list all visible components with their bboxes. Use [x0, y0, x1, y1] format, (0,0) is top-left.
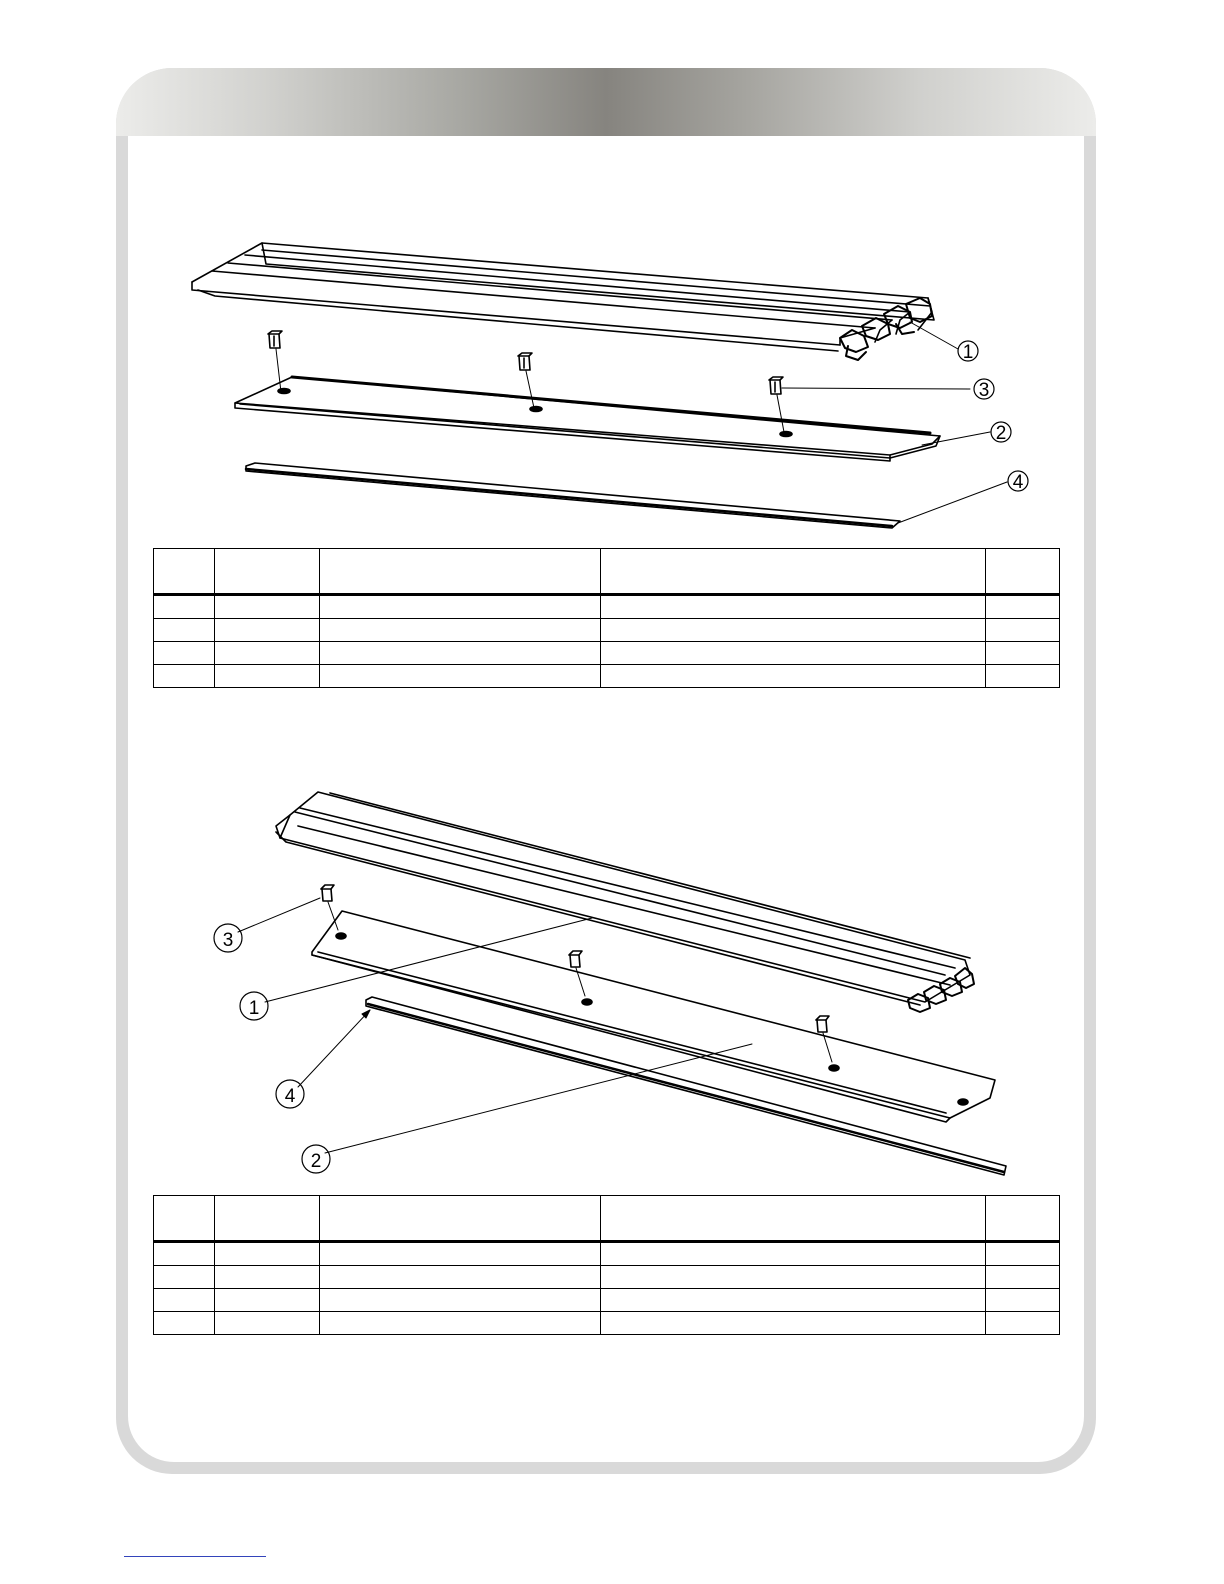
table-cell: [986, 619, 1060, 642]
table-cell: [154, 1312, 215, 1335]
table-cell: [154, 595, 215, 619]
table-cell: [601, 665, 986, 688]
table-cell: [154, 665, 215, 688]
top-figure: [192, 243, 1028, 528]
bottom-callout-3: 3: [222, 930, 234, 951]
table-cell: [320, 595, 601, 619]
bottom-callout-2: 2: [310, 1151, 322, 1172]
bottom-callout-4: 4: [284, 1086, 296, 1107]
table-cell: [320, 1312, 601, 1335]
table-cell: [154, 1289, 215, 1312]
table-cell: [154, 1266, 215, 1289]
table-cell: [320, 1289, 601, 1312]
table-cell: [215, 665, 320, 688]
table-cell: [320, 642, 601, 665]
col-header: [215, 1196, 320, 1242]
table-header-row: [154, 549, 1060, 595]
table-cell: [601, 1312, 986, 1335]
table-row: [154, 1266, 1060, 1289]
table-cell: [215, 595, 320, 619]
bottom-part-1-profile: [276, 792, 974, 1012]
top-callout-1: 1: [962, 342, 974, 363]
table-cell: [986, 642, 1060, 665]
table-cell: [986, 1242, 1060, 1266]
table-cell: [986, 1289, 1060, 1312]
table-row: [154, 665, 1060, 688]
table-cell: [601, 1266, 986, 1289]
table-row: [154, 619, 1060, 642]
top-callout-4: 4: [1012, 472, 1024, 493]
top-part-4-strip: [246, 463, 900, 528]
bottom-callout-1: 1: [248, 998, 260, 1019]
table-cell: [215, 1289, 320, 1312]
table-cell: [986, 665, 1060, 688]
table-cell: [320, 665, 601, 688]
footer-link-underline: [124, 1556, 266, 1557]
table-cell: [601, 642, 986, 665]
bottom-part-4-strip: [366, 997, 1006, 1175]
col-header: [215, 549, 320, 595]
table-cell: [601, 1242, 986, 1266]
table-cell: [601, 619, 986, 642]
table-cell: [154, 1242, 215, 1266]
col-header: [154, 1196, 215, 1242]
table-row: [154, 595, 1060, 619]
col-header: [320, 1196, 601, 1242]
table-cell: [154, 642, 215, 665]
table-header-row: [154, 1196, 1060, 1242]
bottom-part-3-inserts: [321, 885, 832, 1062]
table-cell: [215, 1242, 320, 1266]
table-cell: [154, 619, 215, 642]
top-callout-2: 2: [995, 423, 1007, 444]
table-cell: [986, 595, 1060, 619]
table-cell: [320, 619, 601, 642]
col-header: [986, 549, 1060, 595]
table-cell: [986, 1312, 1060, 1335]
table-row: [154, 642, 1060, 665]
table-cell: [986, 1266, 1060, 1289]
top-callout-circles: [958, 341, 1028, 491]
top-part-1-profile: [192, 243, 934, 360]
col-header: [986, 1196, 1060, 1242]
table-cell: [215, 619, 320, 642]
col-header: [154, 549, 215, 595]
bottom-leader-lines: [238, 898, 752, 1153]
table-row: [154, 1312, 1060, 1335]
parts-table-top: [153, 548, 1060, 688]
top-part-2-strip: [235, 377, 940, 461]
table-cell: [215, 1312, 320, 1335]
table-cell: [601, 595, 986, 619]
table-cell: [215, 1266, 320, 1289]
table-cell: [601, 1289, 986, 1312]
col-header: [601, 549, 986, 595]
bottom-callout-circles: [214, 924, 330, 1173]
top-callout-3: 3: [978, 380, 990, 401]
bottom-figure: [214, 792, 1006, 1175]
table-cell: [215, 642, 320, 665]
table-cell: [320, 1266, 601, 1289]
table-cell: [320, 1242, 601, 1266]
table-row: [154, 1289, 1060, 1312]
parts-table-bottom: [153, 1195, 1060, 1335]
col-header: [320, 549, 601, 595]
table-row: [154, 1242, 1060, 1266]
col-header: [601, 1196, 986, 1242]
